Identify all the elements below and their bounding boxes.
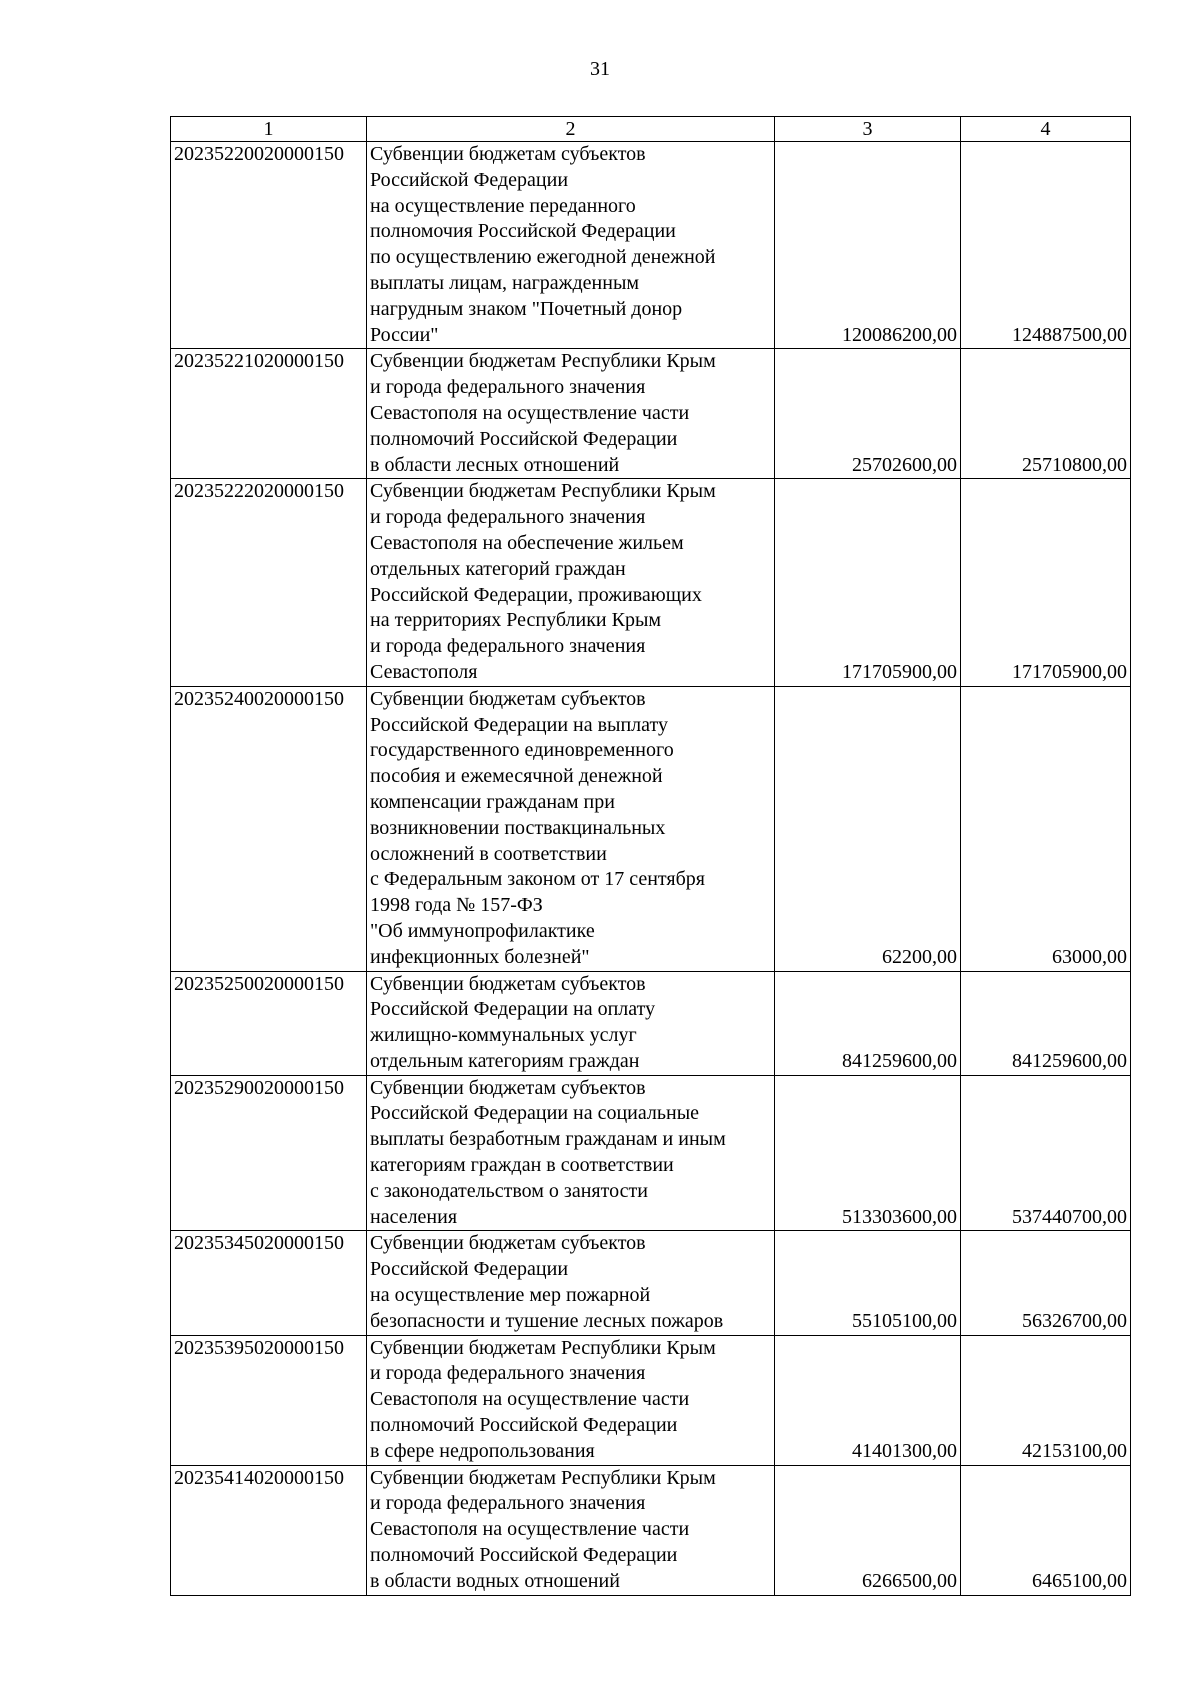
row-code: 20235221020000150 xyxy=(171,349,367,479)
table-row xyxy=(171,686,1131,971)
row-description: Субвенции бюджетам Республики Крым и города федерального значения Севастополя на осуществление части полномочий Российской Федерации в сфере недропользования xyxy=(367,1335,775,1465)
row-value-col-3: 55105100,00 xyxy=(775,1231,961,1335)
table-row xyxy=(171,142,1131,349)
row-code: 20235240020000150 xyxy=(171,686,367,971)
row-value-col-3: 171705900,00 xyxy=(775,479,961,686)
row-code: 20235220020000150 xyxy=(171,142,367,349)
row-description: Субвенции бюджетам субъектов Российской Федерации на выплату государственного единовременного пособия и ежемесячной денежной компенсации гражданам при возникновении поствакцинальных осложнений в соответствии с Федеральным законом от 17 сентября 1998 года № 157-ФЗ "Об иммунопрофилактике инфекционных болезней" xyxy=(367,686,775,971)
table-row xyxy=(171,1075,1131,1231)
row-value-col-3: 6266500,00 xyxy=(775,1465,961,1595)
row-value-col-3: 41401300,00 xyxy=(775,1335,961,1465)
row-description: Субвенции бюджетам субъектов Российской Федерации на осуществление переданного полномочия Российской Федерации по осуществлению ежегодной денежной выплаты лицам, награжденным нагрудным знаком "Почетный донор России" xyxy=(367,142,775,349)
budget-table xyxy=(170,116,1131,1596)
row-value-col-4: 841259600,00 xyxy=(961,971,1131,1075)
row-code: 20235414020000150 xyxy=(171,1465,367,1595)
row-value-col-4: 537440700,00 xyxy=(961,1075,1131,1231)
row-value-col-4: 56326700,00 xyxy=(961,1231,1131,1335)
budget-table-body xyxy=(171,117,1131,1596)
row-value-col-3: 513303600,00 xyxy=(775,1075,961,1231)
row-value-col-3: 120086200,00 xyxy=(775,142,961,349)
row-code: 20235345020000150 xyxy=(171,1231,367,1335)
table-row xyxy=(171,479,1131,686)
header-col-2: 2 xyxy=(367,117,775,142)
header-col-1: 1 xyxy=(171,117,367,142)
row-value-col-3: 62200,00 xyxy=(775,686,961,971)
row-description: Субвенции бюджетам Республики Крым и города федерального значения Севастополя на осуществление части полномочий Российской Федерации в области лесных отношений xyxy=(367,349,775,479)
row-description: Субвенции бюджетам Республики Крым и города федерального значения Севастополя на обеспечение жильем отдельных категорий граждан Российской Федерации, проживающих на территориях Республики Крым и города федерального значения Севастополя xyxy=(367,479,775,686)
row-description: Субвенции бюджетам субъектов Российской Федерации на социальные выплаты безработным гражданам и иным категориям граждан в соответствии с законодательством о занятости населения xyxy=(367,1075,775,1231)
row-description: Субвенции бюджетам субъектов Российской Федерации на осуществление мер пожарной безопасности и тушение лесных пожаров xyxy=(367,1231,775,1335)
row-description: Субвенции бюджетам Республики Крым и города федерального значения Севастополя на осуществление части полномочий Российской Федерации в области водных отношений xyxy=(367,1465,775,1595)
header-col-4: 4 xyxy=(961,117,1131,142)
page-number: 31 xyxy=(590,58,610,80)
row-value-col-4: 171705900,00 xyxy=(961,479,1131,686)
row-value-col-3: 25702600,00 xyxy=(775,349,961,479)
row-value-col-4: 42153100,00 xyxy=(961,1335,1131,1465)
row-code: 20235250020000150 xyxy=(171,971,367,1075)
row-value-col-4: 63000,00 xyxy=(961,686,1131,971)
header-col-3: 3 xyxy=(775,117,961,142)
header-row xyxy=(171,117,1131,142)
row-code: 20235222020000150 xyxy=(171,479,367,686)
row-value-col-3: 841259600,00 xyxy=(775,971,961,1075)
row-code: 20235395020000150 xyxy=(171,1335,367,1465)
row-description: Субвенции бюджетам субъектов Российской Федерации на оплату жилищно-коммунальных услуг отдельным категориям граждан xyxy=(367,971,775,1075)
row-code: 20235290020000150 xyxy=(171,1075,367,1231)
table-row xyxy=(171,971,1131,1075)
table-row xyxy=(171,1231,1131,1335)
row-value-col-4: 25710800,00 xyxy=(961,349,1131,479)
table-row xyxy=(171,1465,1131,1595)
row-value-col-4: 124887500,00 xyxy=(961,142,1131,349)
table-row xyxy=(171,349,1131,479)
table-row xyxy=(171,1335,1131,1465)
row-value-col-4: 6465100,00 xyxy=(961,1465,1131,1595)
